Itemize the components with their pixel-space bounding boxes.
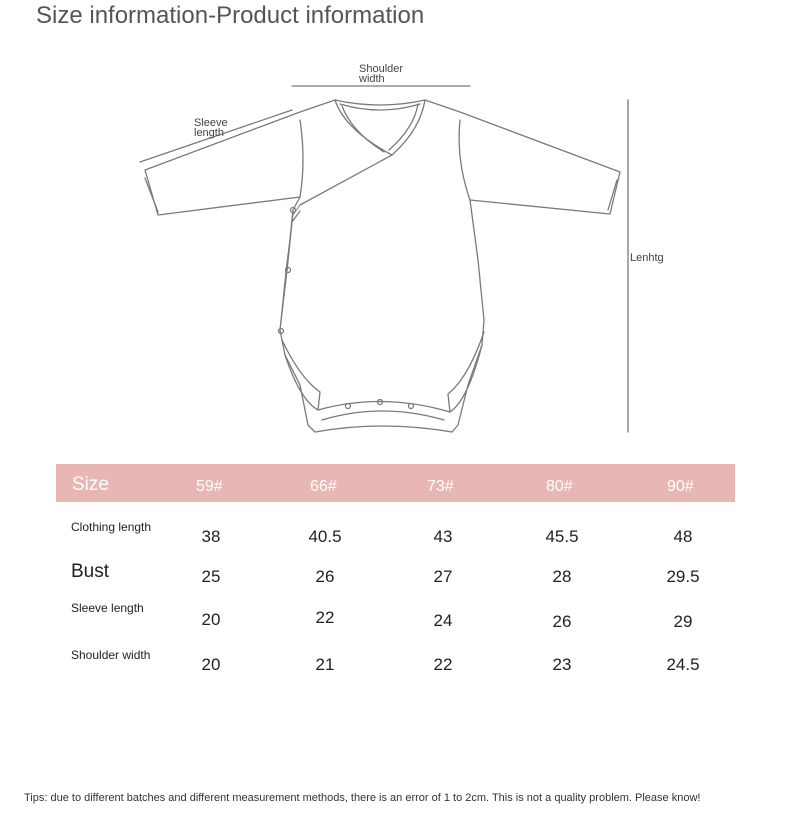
table-header-row <box>56 464 735 502</box>
table-cell: 25 <box>201 567 221 586</box>
row-label-bust: Bust <box>71 561 110 582</box>
size-header-80: 80# <box>546 478 573 495</box>
table-cell: 22 <box>433 655 453 674</box>
row-label-sleeve-length: Sleeve length <box>71 601 144 615</box>
row-label-clothing-length: Clothing length <box>71 520 152 534</box>
table-row <box>56 646 735 686</box>
table-cell: 20 <box>201 655 221 674</box>
table-cell: 40.5 <box>308 527 342 546</box>
size-header-59: 59# <box>196 478 223 495</box>
shoulder-width-label: Shoulder width <box>359 63 404 85</box>
right-sleeve <box>425 100 620 214</box>
size-header-label: Size <box>72 474 109 495</box>
table-cell: 21 <box>315 655 335 674</box>
size-header-73: 73# <box>427 478 454 495</box>
table-cell: 20 <box>201 610 221 629</box>
left-sleeve <box>145 100 335 215</box>
table-cell: 43 <box>433 527 453 546</box>
page-title: Size information-Product information <box>36 2 425 29</box>
table-row <box>56 559 735 599</box>
table-cell: 29 <box>673 612 693 631</box>
table-cell: 48 <box>673 527 693 546</box>
table-cell: 38 <box>201 527 221 546</box>
table-cell: 28 <box>552 567 572 586</box>
table-cell: 27 <box>433 567 453 586</box>
length-label: Lenhtg <box>630 252 664 264</box>
table-cell: 24.5 <box>666 655 700 674</box>
table-cell: 26 <box>315 567 335 586</box>
table-cell: 23 <box>552 655 572 674</box>
table-row <box>56 600 735 640</box>
size-header-66: 66# <box>310 478 337 495</box>
table-cell: 29.5 <box>666 567 700 586</box>
tips-note: Tips: due to different batches and different measurement methods, there is an error of 1 to 2cm. This is not a quality problem. Please know! <box>24 792 701 804</box>
row-label-shoulder-width: Shoulder width <box>71 648 151 662</box>
size-header-90: 90# <box>667 478 694 495</box>
table-cell: 45.5 <box>545 527 579 546</box>
table-row <box>56 518 735 558</box>
table-cell: 24 <box>433 611 453 630</box>
sleeve-length-label: Sleeve length <box>194 117 228 139</box>
table-cell: 22 <box>315 608 335 627</box>
table-cell: 26 <box>552 612 572 631</box>
